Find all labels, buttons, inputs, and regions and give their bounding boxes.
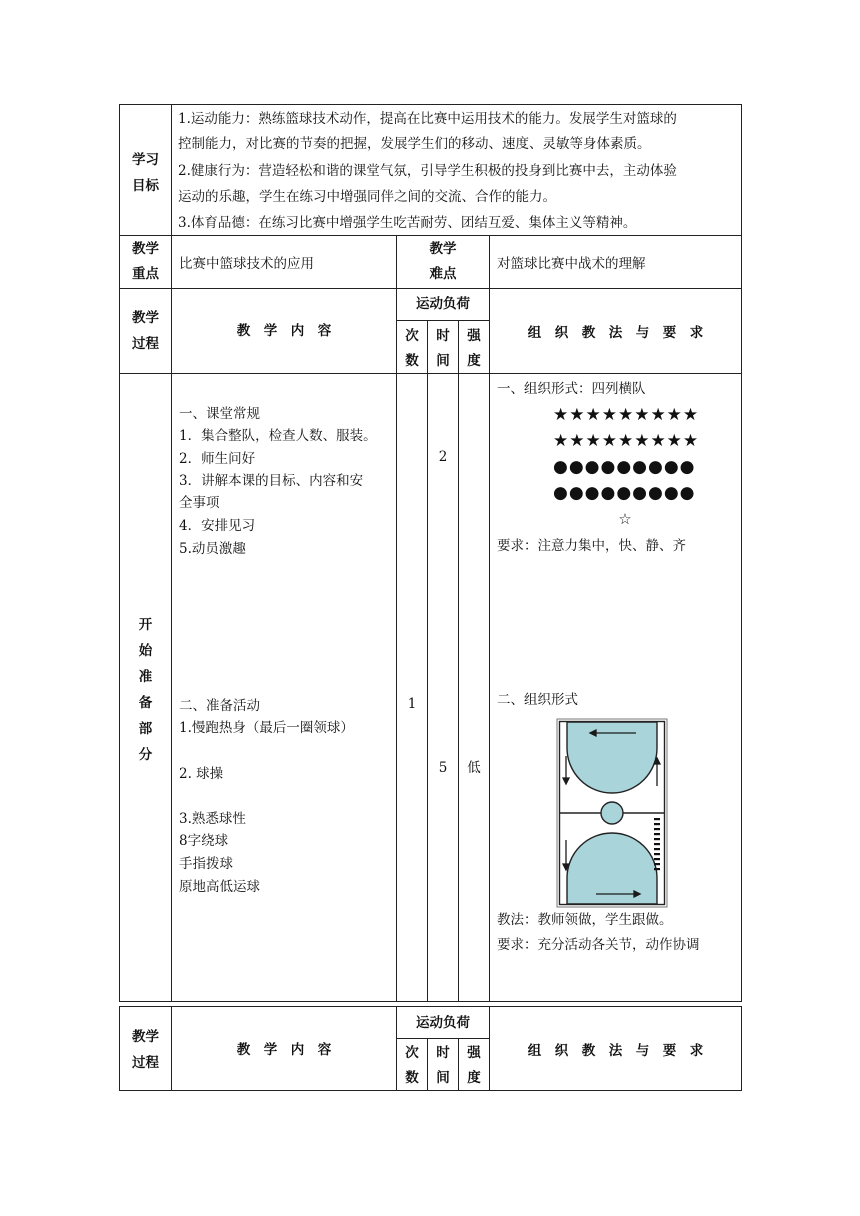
objectives-label: 学习 目标: [132, 152, 159, 194]
formation-row-stars: ★★★★★★★★★: [553, 431, 700, 451]
objective-line: 运动的乐趣，学生在练习中增强同伴之间的交流、合作的能力。: [178, 189, 556, 205]
count-header: 次 数: [405, 328, 419, 369]
teaching-difficulty-label: 教学 难点: [429, 241, 457, 282]
time-value: 5: [438, 760, 448, 776]
method-text: 教法：教师领做，学生跟做。: [497, 912, 673, 928]
objective-line: 1.运动能力：熟练篮球技术动作，提高在比赛中运用技术的能力。发展学生对篮球的: [178, 111, 677, 127]
process-label: 教学 过程: [132, 310, 159, 352]
objective-line: 控制能力，对比赛的节奏的把握，发展学生们的移动、速度、灵敏等身体素质。: [178, 136, 651, 152]
method-header: 组 织 教 法 与 要 求: [527, 1043, 704, 1059]
intensity-value: 低: [467, 760, 481, 776]
method-header: 组 织 教 法 与 要 求: [527, 325, 704, 341]
time-header: 时 间: [436, 328, 450, 369]
content-line: 3．讲解本课的目标、内容和安: [179, 473, 364, 489]
intensity-header: 强 度: [467, 1045, 481, 1086]
requirement-2: 要求：充分活动各关节，动作协调: [497, 937, 700, 953]
section-label: 开 始 准 备 部 分: [138, 617, 153, 763]
time-header: 时 间: [436, 1045, 450, 1086]
content-line: 1．集合整队，检查人数、服装。: [179, 428, 377, 444]
teaching-key-label: 教学 重点: [132, 241, 159, 282]
content-line: 手指拨球: [179, 856, 233, 872]
formation-row-dots: ●●●●●●●●●: [553, 483, 696, 503]
content-line: 8字绕球: [179, 833, 229, 849]
count-header: 次 数: [405, 1045, 419, 1086]
teaching-difficulty-text: 对篮球比赛中战术的理解: [497, 256, 646, 272]
content-header: 教 学 内 容: [236, 323, 332, 339]
content-line: 5.动员激趣: [179, 541, 246, 557]
content-header: 教 学 内 容: [236, 1042, 332, 1058]
load-header: 运动负荷: [416, 1015, 470, 1031]
load-header: 运动负荷: [416, 296, 470, 312]
requirement-1: 要求：注意力集中，快、静、齐: [497, 538, 686, 554]
formation-row-dots: ●●●●●●●●●: [553, 457, 696, 477]
content-line: 2. 球操: [179, 766, 224, 782]
organization-title-2: 二、组织形式: [497, 692, 578, 708]
content-line: 一、课堂常规: [179, 406, 260, 422]
content-line: 二、准备活动: [179, 698, 260, 714]
objective-line: 3.体育品德：在练习比赛中增强学生吃苦耐劳、团结互爱、集体主义等精神。: [178, 215, 637, 231]
content-line: 3.熟悉球性: [179, 811, 246, 827]
formation-row-stars: ★★★★★★★★★: [553, 405, 700, 425]
objective-line: 2.健康行为：营造轻松和谐的课堂气氛，引导学生积极的投身到比赛中去，主动体验: [178, 163, 677, 179]
organization-title-1: 一、组织形式：四列横队: [497, 381, 646, 397]
process-label: 教学 过程: [132, 1029, 159, 1071]
content-line: 全事项: [179, 495, 220, 511]
teaching-key-text: 比赛中篮球技术的应用: [179, 256, 314, 272]
time-value: 2: [438, 449, 448, 465]
content-line: 原地高低运球: [179, 879, 260, 895]
teacher-symbol: ☆: [618, 510, 632, 528]
content-line: 2．师生问好: [179, 451, 256, 467]
center-circle: [601, 802, 623, 824]
content-line: 4．安排见习: [179, 518, 256, 534]
count-value: 1: [407, 696, 417, 712]
court-diagram: [556, 718, 668, 908]
content-line: 1.慢跑热身（最后一圈领球）: [179, 720, 354, 736]
intensity-header: 强 度: [467, 328, 481, 369]
